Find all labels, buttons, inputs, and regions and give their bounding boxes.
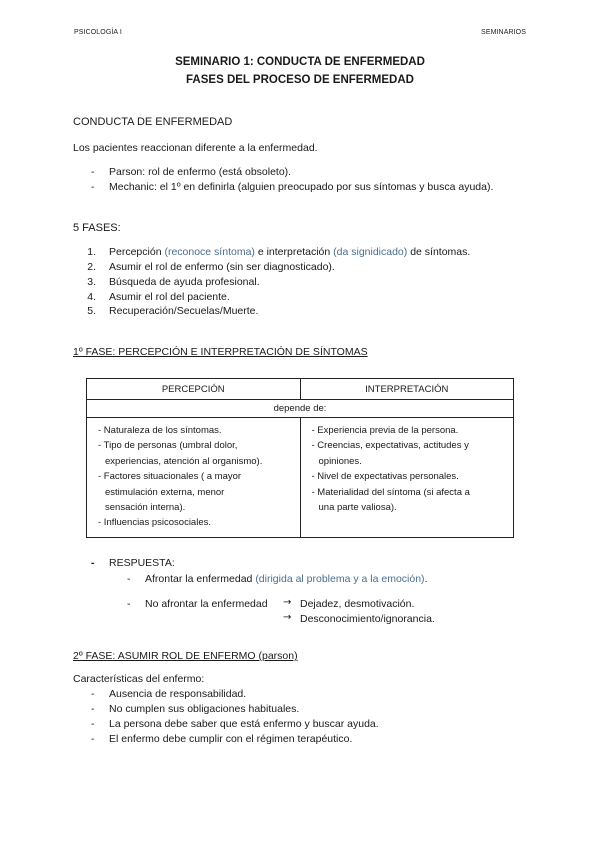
list-item: La persona debe saber que está enfermo y buscar ayuda. bbox=[109, 718, 379, 730]
table-line: - Tipo de personas (umbral dolor, bbox=[98, 440, 238, 452]
table-line: estimulación externa, menor bbox=[105, 486, 225, 498]
fase2-intro: Características del enfermo: bbox=[73, 673, 205, 685]
table-line: - Influencias psicosociales. bbox=[98, 517, 211, 529]
list-item: Recuperación/Secuelas/Muerte. bbox=[109, 305, 259, 317]
document-subtitle: FASES DEL PROCESO DE ENFERMEDAD bbox=[186, 74, 414, 86]
list-number: 4. bbox=[87, 291, 96, 303]
table-line: opiniones. bbox=[318, 455, 362, 467]
list-number: 1. bbox=[87, 246, 96, 258]
consequence-text: Dejadez, desmotivación. bbox=[300, 598, 415, 610]
table-line: experiencias, atención al organismo). bbox=[105, 455, 263, 467]
list-item-text: e interpretación bbox=[254, 246, 334, 258]
list-number: 3. bbox=[87, 276, 96, 288]
percepcion-interpretacion-table bbox=[86, 378, 514, 538]
table-line: sensación interna). bbox=[105, 502, 186, 514]
bullet-dash: - bbox=[91, 733, 95, 745]
list-number: 5. bbox=[87, 305, 96, 317]
list-item-note: (da signidicado) bbox=[333, 246, 408, 258]
bullet-dash: - bbox=[91, 181, 95, 193]
section-heading-fases: 5 FASES: bbox=[73, 222, 121, 234]
document-title: SEMINARIO 1: CONDUCTA DE ENFERMEDAD bbox=[175, 56, 425, 68]
table-line: - Creencias, expectativas, actitudes y bbox=[311, 440, 469, 452]
list-item bbox=[145, 573, 427, 585]
list-item: No cumplen sus obligaciones habituales. bbox=[109, 703, 300, 715]
list-item: Asumir el rol del paciente. bbox=[109, 291, 230, 303]
list-number: 2. bbox=[87, 261, 96, 273]
bullet-dash: - bbox=[91, 703, 95, 715]
header-section: SEMINARIOS bbox=[481, 29, 526, 36]
list-item-note: (dirigida al problema y a la emoción) bbox=[255, 573, 425, 585]
bullet-dash: - bbox=[91, 688, 95, 700]
list-item: Mechanic: el 1º en definirla (alguien preocupado por sus síntomas y busca ayuda). bbox=[109, 181, 494, 193]
list-item: No afrontar la enfermedad bbox=[145, 598, 268, 610]
list-item-text: Percepción bbox=[109, 246, 165, 258]
list-item bbox=[109, 246, 470, 258]
consequence-text: Desconocimiento/ignorancia. bbox=[300, 613, 435, 625]
table-subheader: depende de: bbox=[87, 400, 514, 418]
table-line: - Factores situacionales ( a mayor bbox=[98, 471, 242, 483]
table-header-interpretacion: INTERPRETACIÓN bbox=[300, 379, 514, 400]
list-item: Asumir el rol de enfermo (sin ser diagnosticado). bbox=[109, 261, 335, 273]
arrow-icon: → bbox=[283, 597, 292, 608]
list-item: El enfermo debe cumplir con el régimen terapéutico. bbox=[109, 733, 353, 745]
arrow-icon: → bbox=[283, 612, 292, 623]
table-cell-percepcion bbox=[87, 418, 301, 538]
bullet-dash: - bbox=[91, 557, 95, 569]
bullet-dash: - bbox=[127, 573, 131, 585]
conducta-intro: Los pacientes reaccionan diferente a la enfermedad. bbox=[73, 142, 318, 154]
table-line: - Nivel de expectativas personales. bbox=[311, 471, 459, 483]
list-item-text: . bbox=[424, 573, 428, 585]
table-line: - Materialidad del síntoma (si afecta a bbox=[311, 486, 470, 498]
table-cell-interpretacion bbox=[300, 418, 514, 538]
table-header-percepcion: PERCEPCIÓN bbox=[87, 379, 301, 400]
bullet-dash: - bbox=[127, 598, 131, 610]
table-line: una parte valiosa). bbox=[318, 502, 397, 514]
list-item: Búsqueda de ayuda profesional. bbox=[109, 276, 260, 288]
header-course: PSICOLOGÍA I bbox=[74, 29, 122, 36]
section-heading-fase2: 2º FASE: ASUMIR ROL DE ENFERMO (parson) bbox=[73, 650, 298, 662]
bullet-dash: - bbox=[91, 166, 95, 178]
list-item: Ausencia de responsabilidad. bbox=[109, 688, 247, 700]
section-heading-conducta: CONDUCTA DE ENFERMEDAD bbox=[73, 116, 233, 128]
bullet-dash: - bbox=[91, 718, 95, 730]
table-line: - Naturaleza de los síntomas. bbox=[98, 425, 222, 436]
table-line: - Experiencia previa de la persona. bbox=[311, 425, 459, 436]
respuesta-label: RESPUESTA: bbox=[109, 557, 175, 569]
list-item-text: Afrontar la enfermedad bbox=[145, 573, 256, 585]
list-item-text: de síntomas. bbox=[407, 246, 471, 258]
list-item-note: (reconoce síntoma) bbox=[164, 246, 255, 258]
section-heading-fase1: 1º FASE: PERCEPCIÓN E INTERPRETACIÓN DE SÍNTOMAS bbox=[73, 346, 368, 358]
list-item: Parson: rol de enfermo (está obsoleto). bbox=[109, 166, 292, 178]
